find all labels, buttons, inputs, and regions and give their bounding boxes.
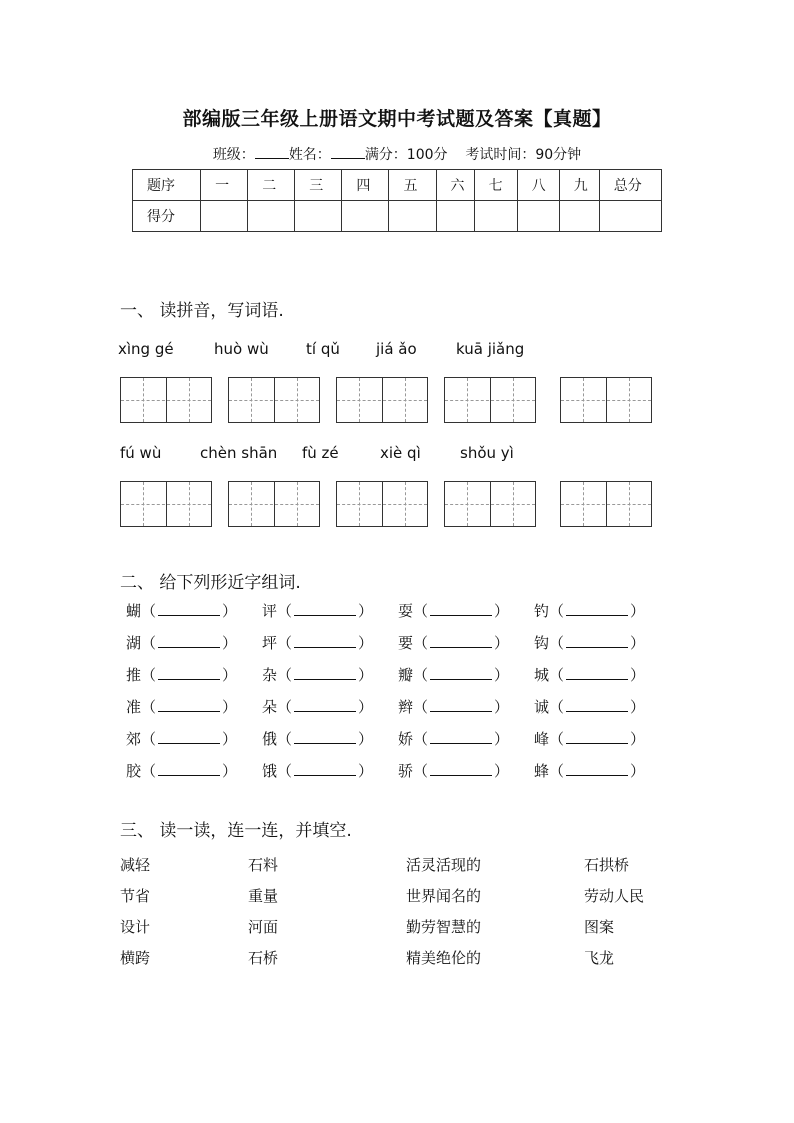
answer-blank[interactable] [294, 635, 356, 648]
char-item: 诚（ ） [534, 698, 646, 716]
char: 饿 [262, 762, 278, 780]
writing-grid[interactable] [444, 377, 536, 423]
char-item: 饿（ ） [262, 762, 374, 780]
char: 辫 [398, 698, 414, 716]
score-row [133, 201, 662, 232]
answer-blank[interactable] [430, 603, 492, 616]
answer-blank[interactable] [566, 603, 628, 616]
section2-heading: 二、 给下列形近字组词. [120, 573, 301, 593]
char: 耍 [398, 602, 414, 620]
section3-heading: 三、 读一读，连一连，并填空. [120, 821, 352, 841]
char: 蝴 [126, 602, 142, 620]
pinyin-text: xìng gé [118, 340, 174, 358]
answer-blank[interactable] [294, 667, 356, 680]
pinyin-text: jiá ǎo [376, 340, 417, 358]
char-item: 蜂（ ） [534, 762, 646, 780]
char-item: 朵（ ） [262, 698, 374, 716]
writing-grid[interactable] [560, 377, 652, 423]
exam-time: 考试时间：90分钟 [465, 147, 582, 163]
pinyin-text: fú wù [120, 444, 162, 462]
char-item: 杂（ ） [262, 666, 374, 684]
answer-blank[interactable] [566, 699, 628, 712]
char: 湖 [126, 634, 142, 652]
match-word[interactable]: 石桥 [248, 949, 279, 967]
pinyin-text: kuā jiǎng [456, 340, 525, 358]
score-cell[interactable] [201, 201, 248, 232]
score-cell[interactable] [436, 201, 474, 232]
score-header-row [133, 170, 662, 201]
match-word[interactable]: 世界闻名的 [406, 887, 482, 905]
char: 朵 [262, 698, 278, 716]
header-cell: 题序 [133, 170, 201, 201]
char-item: 郊（ ） [126, 730, 238, 748]
char-item: 评（ ） [262, 602, 374, 620]
char: 骄 [398, 762, 414, 780]
answer-blank[interactable] [430, 763, 492, 776]
writing-grid[interactable] [336, 377, 428, 423]
char-item: 骄（ ） [398, 762, 510, 780]
page-title: 部编版三年级上册语文期中考试题及答案【真题】 [182, 108, 612, 130]
score-cell[interactable] [517, 201, 559, 232]
writing-grid[interactable] [560, 481, 652, 527]
writing-grid[interactable] [336, 481, 428, 527]
char-item: 湖（ ） [126, 634, 238, 652]
match-word[interactable]: 重量 [248, 887, 279, 905]
score-row-label: 得分 [133, 201, 201, 232]
score-cell[interactable] [295, 201, 342, 232]
header-cell: 三 [295, 170, 342, 201]
score-cell[interactable] [599, 201, 661, 232]
writing-grid[interactable] [120, 481, 212, 527]
pinyin-text: shǒu yì [460, 444, 514, 462]
answer-blank[interactable] [158, 699, 220, 712]
answer-blank[interactable] [294, 603, 356, 616]
answer-blank[interactable] [430, 699, 492, 712]
match-word[interactable]: 减轻 [120, 856, 151, 874]
class-label: 班级： [212, 147, 255, 163]
writing-grid[interactable] [228, 377, 320, 423]
name-label: 姓名： [288, 147, 331, 163]
match-word[interactable]: 设计 [120, 918, 151, 936]
answer-blank[interactable] [430, 635, 492, 648]
score-cell[interactable] [248, 201, 295, 232]
header-cell: 九 [559, 170, 599, 201]
char: 峰 [534, 730, 550, 748]
answer-blank[interactable] [158, 731, 220, 744]
pinyin-text: huò wù [214, 340, 269, 358]
char-item: 耍（ ） [398, 602, 510, 620]
match-word[interactable]: 活灵活现的 [406, 856, 482, 874]
char-item: 准（ ） [126, 698, 238, 716]
answer-blank[interactable] [158, 635, 220, 648]
char-item: 城（ ） [534, 666, 646, 684]
char: 诚 [534, 698, 550, 716]
name-blank[interactable] [331, 146, 365, 159]
char-item: 钩（ ） [534, 634, 646, 652]
answer-blank[interactable] [294, 699, 356, 712]
char-item: 娇（ ） [398, 730, 510, 748]
match-word[interactable]: 精美绝伦的 [406, 949, 482, 967]
answer-blank[interactable] [294, 763, 356, 776]
char: 胶 [126, 762, 142, 780]
pinyin-row-2 [118, 444, 718, 464]
header-cell: 二 [248, 170, 295, 201]
char-item: 蝴（ ） [126, 602, 238, 620]
answer-blank[interactable] [158, 603, 220, 616]
char-item: 坪（ ） [262, 634, 374, 652]
char-item: 胶（ ） [126, 762, 238, 780]
answer-blank[interactable] [566, 635, 628, 648]
char-item: 要（ ） [398, 634, 510, 652]
full-score: 满分：100分 [364, 147, 448, 163]
score-cell[interactable] [342, 201, 389, 232]
char: 俄 [262, 730, 278, 748]
match-word[interactable]: 横跨 [120, 949, 151, 967]
score-cell[interactable] [474, 201, 517, 232]
student-info-line [0, 144, 794, 164]
char-item: 辫（ ） [398, 698, 510, 716]
match-word[interactable]: 节省 [120, 887, 151, 905]
char: 蜂 [534, 762, 550, 780]
answer-blank[interactable] [430, 731, 492, 744]
header-cell: 六 [436, 170, 474, 201]
match-word[interactable]: 图案 [584, 918, 615, 936]
char: 钩 [534, 634, 550, 652]
header-cell: 五 [389, 170, 436, 201]
pinyin-row-1 [118, 340, 718, 360]
pinyin-text: fù zé [302, 444, 339, 462]
header-cell: 七 [474, 170, 517, 201]
header-cell: 八 [517, 170, 559, 201]
answer-blank[interactable] [158, 763, 220, 776]
answer-blank[interactable] [430, 667, 492, 680]
score-cell[interactable] [559, 201, 599, 232]
writing-grid[interactable] [120, 377, 212, 423]
match-word[interactable]: 石料 [248, 856, 279, 874]
score-table [132, 169, 662, 232]
char-item: 峰（ ） [534, 730, 646, 748]
char: 娇 [398, 730, 414, 748]
pinyin-text: tí qǔ [306, 340, 340, 358]
match-word[interactable]: 石拱桥 [584, 856, 630, 874]
match-word[interactable]: 飞龙 [584, 949, 615, 967]
section1-heading: 一、 读拼音，写词语. [120, 301, 284, 321]
answer-blank[interactable] [566, 731, 628, 744]
answer-blank[interactable] [566, 667, 628, 680]
pinyin-text: xiè qì [380, 444, 421, 462]
writing-grid[interactable] [444, 481, 536, 527]
char-item: 俄（ ） [262, 730, 374, 748]
char-item: 钓（ ） [534, 602, 646, 620]
match-word[interactable]: 劳动人民 [584, 887, 645, 905]
char-item: 推（ ） [126, 666, 238, 684]
score-cell[interactable] [389, 201, 436, 232]
char: 坪 [262, 634, 278, 652]
char: 瓣 [398, 666, 414, 684]
char: 要 [398, 634, 414, 652]
char-item: 瓣（ ） [398, 666, 510, 684]
answer-blank[interactable] [566, 763, 628, 776]
char: 推 [126, 666, 142, 684]
char: 城 [534, 666, 550, 684]
char: 郊 [126, 730, 142, 748]
header-cell: 四 [342, 170, 389, 201]
answer-blank[interactable] [158, 667, 220, 680]
char: 钓 [534, 602, 550, 620]
answer-blank[interactable] [294, 731, 356, 744]
char: 评 [262, 602, 278, 620]
match-word[interactable]: 河面 [248, 918, 279, 936]
char: 杂 [262, 666, 278, 684]
pinyin-text: chèn shān [200, 444, 278, 462]
match-word[interactable]: 勤劳智慧的 [406, 918, 482, 936]
header-cell: 总分 [599, 170, 661, 201]
header-cell: 一 [201, 170, 248, 201]
writing-grid[interactable] [228, 481, 320, 527]
char: 准 [126, 698, 142, 716]
class-blank[interactable] [255, 146, 289, 159]
